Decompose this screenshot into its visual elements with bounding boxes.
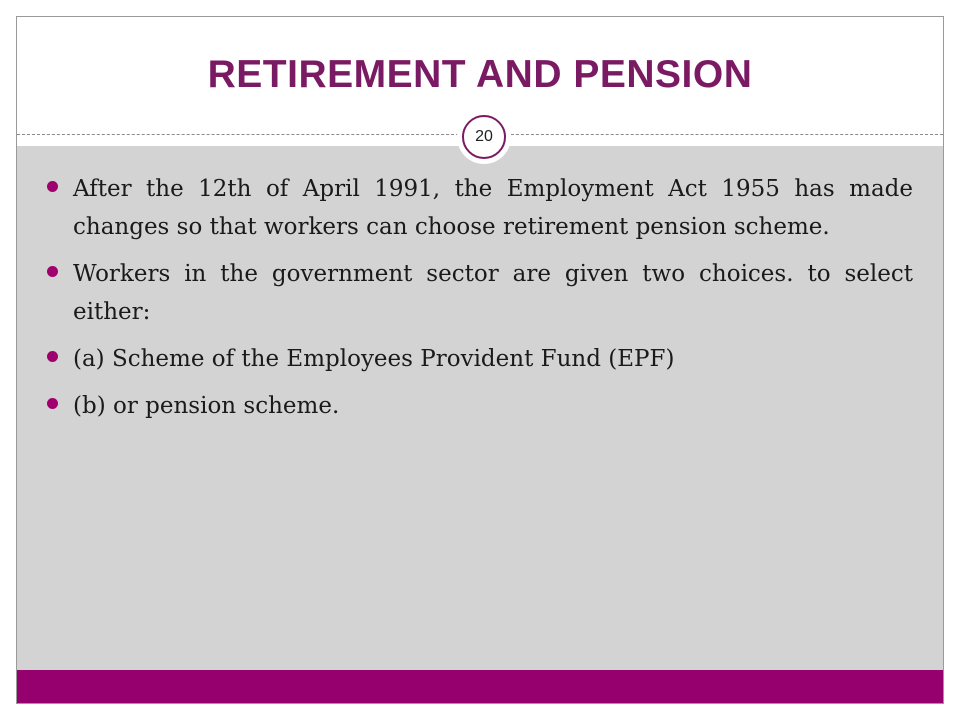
bullet-item [47,340,913,378]
bullet-dot-icon [47,398,58,409]
bullet-item [47,255,913,331]
slide-title: RETIREMENT AND PENSION [207,53,753,96]
bullet-dot-icon [47,266,58,277]
bullet-dot-icon [47,181,58,192]
bullet-item [47,387,913,425]
page-number-badge [457,110,511,164]
bullet-item [47,170,913,246]
slide [16,16,944,704]
bullet-text: (a) Scheme of the Employees Provident Fund (EPF) [73,346,675,372]
page-number-circle [462,115,506,159]
footer-bar [17,670,943,703]
bullet-text: After the 12th of April 1991, the Employment Act 1955 has made changes so that workers can choose retirement pension scheme. [73,176,913,240]
bullet-text: Workers in the government sector are given two choices. to select either: [73,261,913,325]
bullet-dot-icon [47,351,58,362]
page-number: 20 [475,128,493,145]
bullet-list [47,170,913,434]
bullet-text: (b) or pension scheme. [73,393,340,419]
